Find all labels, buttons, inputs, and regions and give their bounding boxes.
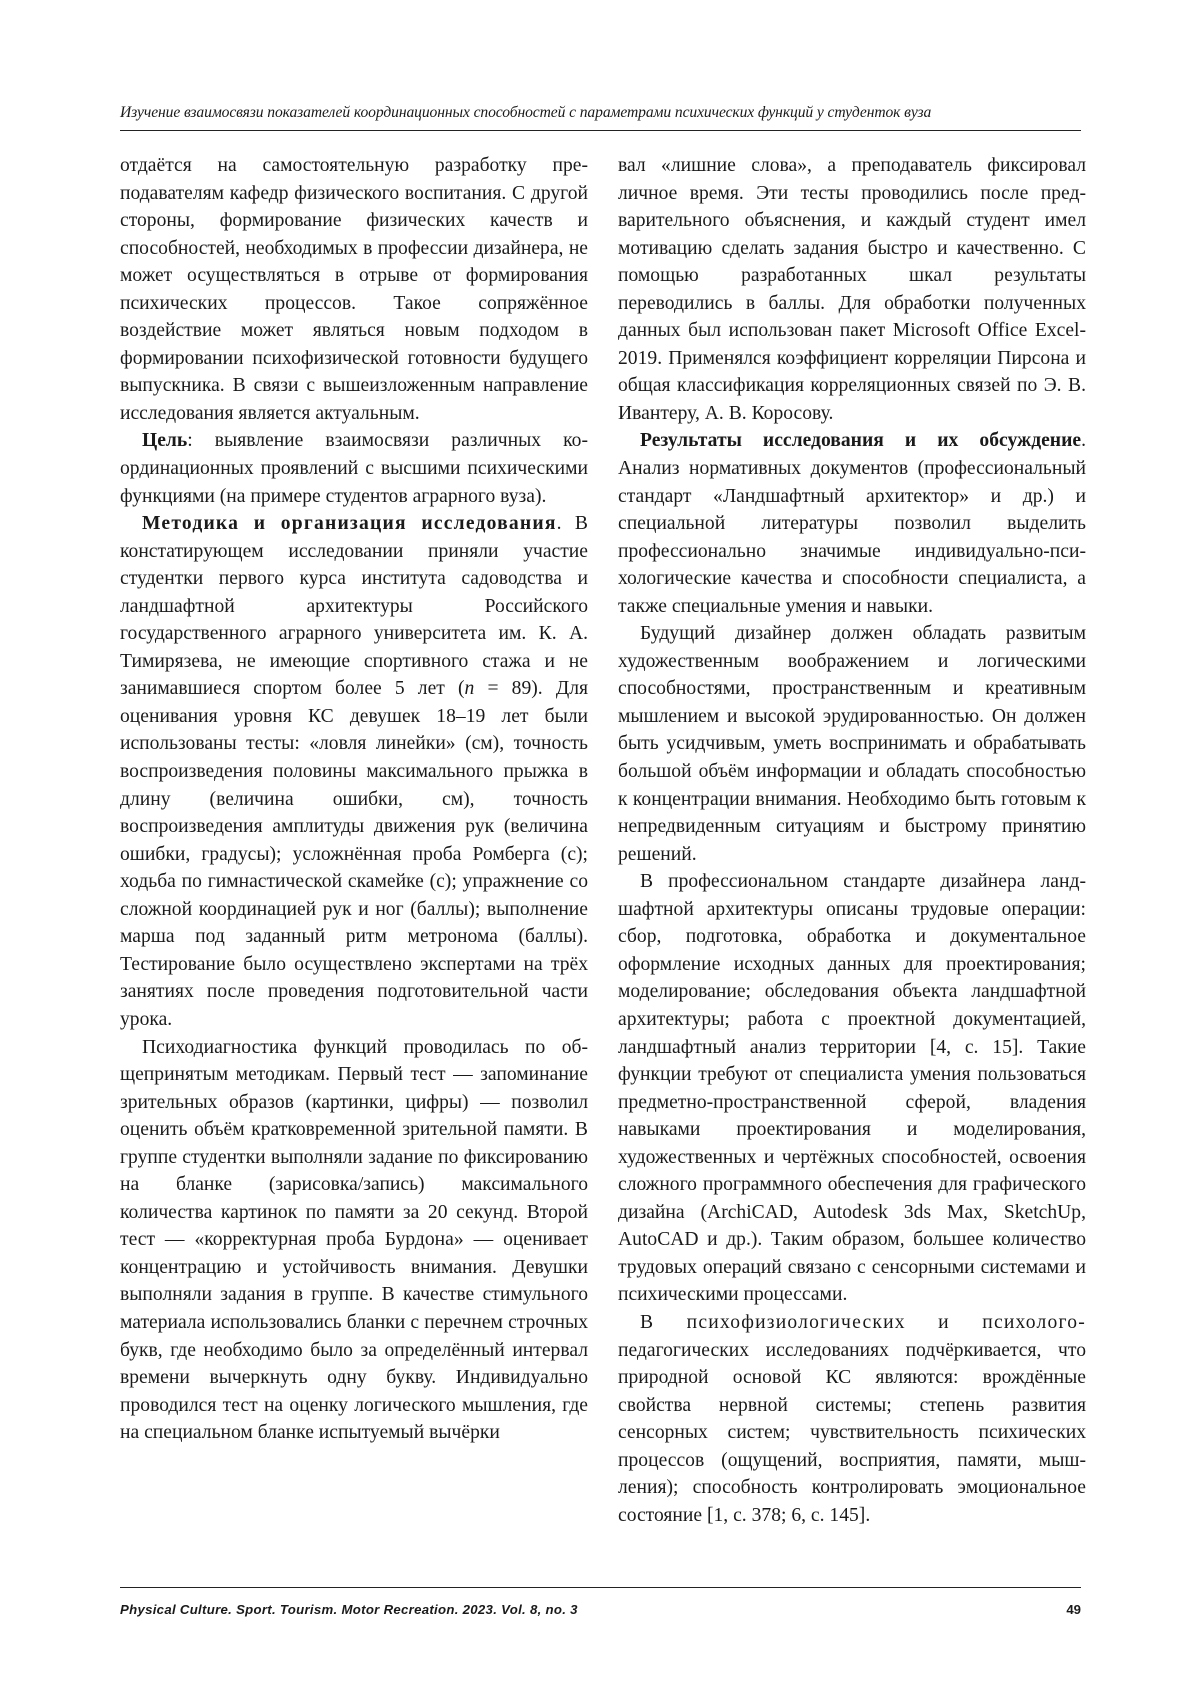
- results-heading: Результаты исследования и их обсуждение: [640, 430, 1082, 452]
- running-title: Изучение взаимосвязи показателей координационных способностей с параметрами психических функций у студенток вуза: [120, 104, 932, 121]
- paragraph-aim: [120, 427, 588, 510]
- paragraph: Будущий дизайнер должен обладать развитым художественным воображением и логическими способностями, пространственным и креативным мышлением и высокой эрудированностью. Он должен быть усидчивым, уметь воспринимать и обрабатывать большой объём информации и обладать способностью к концентрации внимания. Необходимо быть готовым к непредвиденным ситуациям и быстрому принятию решений.: [618, 623, 1086, 865]
- running-header: [120, 100, 1081, 131]
- spaced-text: В психофизиологических и психолого-: [640, 1311, 1086, 1333]
- page-footer: [120, 1587, 1081, 1628]
- paragraph-results: [618, 427, 1086, 620]
- sample-size-symbol: n: [464, 678, 475, 700]
- paragraph: [618, 1309, 1086, 1529]
- journal-citation: Physical Culture. Sport. Tourism. Motor Recreation. 2023. Vol. 8, no. 3: [120, 1602, 578, 1617]
- right-column: [618, 152, 1086, 1529]
- page-number: 49: [1066, 1602, 1081, 1617]
- paragraph: вал «лишние слова», а преподаватель фиксировал личное время. Эти тесты проводились после предварительного объяснения, и каждый студент имел мотивацию сделать задания быстро и качественно. С помощью разработанных шкал результаты переводились в баллы. Для обработки полученных данных был использован пакет Microsoft Office Excel-2019. Применялся коэффициент корреляции Пирсона и общая классификация корреляционных связей по Э. В. Ивантеру, А. В. Коросову.: [618, 155, 1086, 424]
- methods-heading: Методика и организация исследования: [142, 513, 557, 535]
- paragraph: Психодиагностика функций проводилась по общепринятым методикам. Первый тест — запоминание зрительных образов (картинки, цифры) — позволил оценить объём кратковременной зрительной памяти. В группе студентки выполняли задание по фиксированию на бланке (зарисовка/запись) максимального количества картинок по памяти за 20 секунд. Второй тест — «корректурная проба Бурдона» — оценивает концентрацию и устойчивость внимания. Девушки выполняли задания в группе. В качестве стимульного материала использовались бланки с перечнем строчных букв, где необходимо было за определённый интервал времени вычеркнуть одну букву. Индивидуально проводился тест на оценку логического мышления, где на специальном бланке испытуемый вычёрки: [120, 1036, 588, 1444]
- methods-text-b: = 89). Для оценивания уровня КС девушек 18–19 лет были использованы тесты: «ловля линейки» (см), точность воспроизведения половины максимального прыжка в длину (величина ошибки, см), точность воспроизведения амплитуды движения рук (величина ошибки, градусы); усложнённая проба Ромберга (с); ходьба по гимнастической скамейке (с); упражнение со сложной координацией рук и ног (баллы); выполнение марша под заданный ритм метронома (баллы). Тестирование было осуществлено экспертами на трёх занятиях после проведения подготовительной части урока.: [120, 678, 589, 1030]
- paragraph: отдаётся на самостоятельную разработку преподавателям кафедр физического воспитания. С другой стороны, формирование физических качеств и способностей, необходимых в профессии дизайнера, не может осуществляться в отрыве от формирования психических процессов. Такое сопряжённое воздействие может являться новым подходом в формировании психофизической готовности будущего выпускника. В связи с вышеизложенным направление исследования является актуальным.: [120, 155, 588, 424]
- paragraph-text: педагогических исследованиях подчёркивается, что природной основой КС являются: врождённые свойства нервной системы; степень развития сенсорных систем; чувствительность психических процессов (ощущений, восприятия, памяти, мышления); способность контролировать эмоциональное состояние [1, с. 378; 6, с. 145].: [618, 1339, 1086, 1526]
- aim-label: Цель: [142, 430, 188, 452]
- results-text: . Анализ нормативных документов (профессиональный стандарт «Ландшафтный архитектор» и др.) и специальной литературы позволил выделить профессионально значимые индивидуально-психологические качества и способности специалиста, а также специальные умения и навыки.: [618, 430, 1086, 617]
- methods-text-a: . В констатирующем исследовании приняли участие студентки первого курса института садоводства и ландшафтной архитектуры Российского государственного аграрного университета им. К. А. Тимирязева, не имеющие спортивного стажа и не занимавшиеся спортом более 5 лет (: [120, 513, 588, 700]
- paragraph-methods: [120, 510, 588, 1033]
- left-column: [120, 152, 588, 1447]
- paragraph: В профессиональном стандарте дизайнера ландшафтной архитектуры описаны трудовые операции: сбор, подготовка, обработка и документальное оформление исходных данных для проектирования; моделирование; обследования объекта ландшафтной архитектуры; работа с проектной документацией, ландшафтный анализ территории [4, с. 15]. Такие функции требуют от специалиста умения пользоваться предметно-пространственной сферой, владения навыками проектирования и моделирования, художественных и чертёжных способностей, освоения сложного программного обеспечения для графического дизайна (ArchiCAD, Autodesk 3ds Max, SketchUp, AutoCAD и др.). Таким образом, большее количество трудовых операций связано с сенсорными системами и психическими процессами.: [618, 871, 1086, 1306]
- aim-text: : выявление взаимосвязи различных координационных проявлений с высшими психическими функциями (на примере студентов аграрного вуза).: [120, 430, 588, 507]
